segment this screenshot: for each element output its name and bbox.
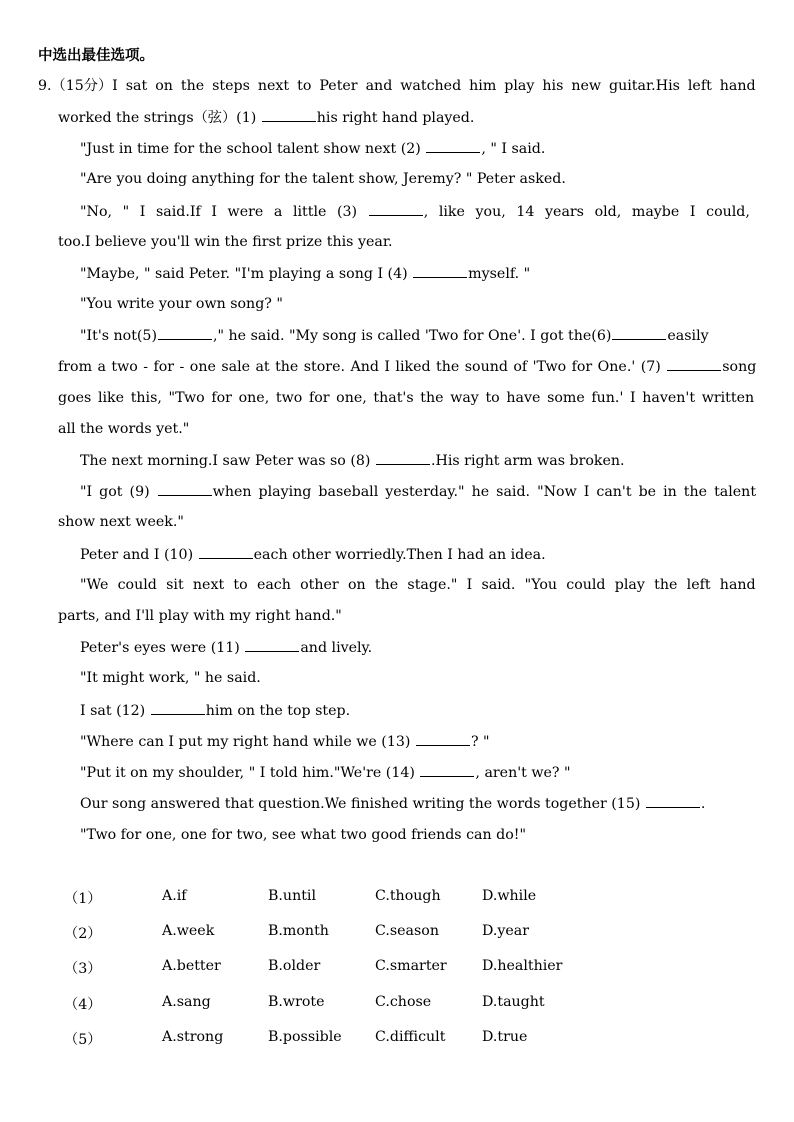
passage-text: "We could sit next to each other on the stage." I said. "You could play the left hand	[80, 577, 756, 593]
option-a: A.week	[162, 923, 215, 939]
passage-text: "I got (9)	[80, 484, 157, 500]
answer-blank	[158, 325, 212, 340]
passage-text: each other worriedly.Then I had an idea.	[253, 547, 546, 563]
option-b: B.older	[268, 958, 321, 974]
option-row	[0, 888, 794, 908]
option-c: C.smarter	[375, 958, 447, 974]
passage-line	[58, 512, 184, 532]
passage-text: goes like this, "Two for one, two for one, that's the way to have some fun.' I haven't written	[58, 390, 755, 406]
passage-line	[80, 762, 571, 783]
option-a: A.better	[162, 958, 221, 974]
answer-blank	[151, 700, 205, 715]
passage-text: I sat (12)	[80, 703, 150, 719]
option-c: C.season	[375, 923, 439, 939]
passage-text: easily	[667, 328, 709, 344]
option-row	[0, 958, 794, 978]
passage-line	[80, 294, 283, 314]
answer-blank	[426, 138, 480, 153]
passage-text: and lively.	[300, 640, 373, 656]
passage-line	[80, 169, 566, 189]
answer-blank	[416, 731, 470, 746]
passage-text: song	[722, 359, 757, 375]
passage-line	[80, 138, 545, 159]
option-c: C.though	[375, 888, 441, 904]
option-c: C.chose	[375, 994, 432, 1010]
passage-line	[80, 263, 530, 284]
passage-text: ," he said. "My song is called 'Two for One'. I got the(6)	[213, 328, 612, 344]
question-number: （1）	[64, 891, 102, 907]
passage-line	[80, 575, 756, 595]
option-a: A.strong	[162, 1029, 224, 1045]
passage-text: too.I believe you'll win the first prize this year.	[58, 234, 393, 250]
passage-text: .His right arm was broken.	[430, 453, 625, 469]
passage-line	[80, 668, 261, 688]
passage-text: "Put it on my shoulder, " I told him."We're (14)	[80, 765, 420, 781]
passage-text: parts, and I'll play with my right hand."	[58, 608, 342, 624]
passage-text: myself. "	[468, 266, 531, 282]
passage-text: Peter and I (10)	[80, 547, 198, 563]
option-row	[0, 923, 794, 943]
question-number: （5）	[64, 1032, 102, 1048]
passage-text: from a two - for - one sale at the store. And I liked the sound of 'Two for One.' (7)	[58, 359, 667, 375]
passage-line	[80, 201, 750, 222]
passage-text: "Are you doing anything for the talent show, Jeremy? " Peter asked.	[80, 171, 566, 187]
option-b: B.possible	[268, 1029, 342, 1045]
option-d: D.true	[482, 1029, 528, 1045]
answer-blank	[262, 107, 316, 122]
option-b: B.wrote	[268, 994, 325, 1010]
passage-text: show next week."	[58, 514, 184, 530]
passage-text: all the words yet."	[58, 421, 190, 437]
passage-text: "Maybe, " said Peter. "I'm playing a song I (4)	[80, 266, 413, 282]
answer-blank	[413, 263, 467, 278]
answer-blank	[245, 637, 299, 652]
option-d: D.healthier	[482, 958, 563, 974]
question-number: （2）	[64, 926, 102, 942]
passage-text: , aren't we? "	[475, 765, 571, 781]
passage-line	[80, 450, 625, 471]
passage-line	[58, 606, 342, 626]
passage-line	[58, 232, 393, 252]
passage-line	[58, 356, 756, 377]
passage-line	[58, 388, 754, 408]
passage-text: Our song answered that question.We finished writing the words together (15)	[80, 796, 645, 812]
passage-line	[38, 76, 756, 96]
passage-text: "Just in time for the school talent show next (2)	[80, 141, 426, 157]
passage-text: , like you, 14 years old, maybe I could,	[423, 204, 750, 220]
passage-line	[58, 419, 189, 439]
passage-text: "You write your own song? "	[80, 296, 283, 312]
option-row	[0, 994, 794, 1014]
passage-line	[80, 544, 546, 565]
passage-text: his right hand played.	[316, 110, 475, 126]
option-d: D.year	[482, 923, 530, 939]
passage-text: "It might work, " he said.	[80, 670, 261, 686]
option-a: A.sang	[162, 994, 211, 1010]
answer-blank	[199, 544, 253, 559]
passage-line	[80, 731, 490, 752]
question-number: （4）	[64, 997, 102, 1013]
passage-text: .	[700, 796, 706, 812]
passage-text: when playing baseball yesterday." he said. "Now I can't be in the talent	[212, 484, 757, 500]
passage-text: ? "	[470, 734, 490, 750]
passage-text: Peter's eyes were (11)	[80, 640, 245, 656]
section-header: 中选出最佳选项。	[38, 48, 154, 64]
answer-blank	[158, 481, 212, 496]
passage-text: "Two for one, one for two, see what two good friends can do!"	[80, 827, 526, 843]
option-row	[0, 1029, 794, 1049]
passage-line	[80, 825, 526, 845]
answer-blank	[420, 762, 474, 777]
passage-line	[58, 107, 474, 128]
passage-text: "It's not(5)	[80, 328, 157, 344]
passage-text: The next morning.I saw Peter was so (8)	[80, 453, 375, 469]
passage-text: , " I said.	[481, 141, 546, 157]
passage-line	[80, 793, 705, 814]
passage-line	[80, 481, 756, 502]
option-b: B.month	[268, 923, 329, 939]
passage-text: him on the top step.	[205, 703, 351, 719]
question-number: （3）	[64, 961, 102, 977]
option-a: A.if	[162, 888, 187, 904]
passage-text: "No, " I said.If I were a little (3)	[80, 204, 368, 220]
passage-text: worked the strings（弦）(1)	[58, 110, 261, 126]
option-b: B.until	[268, 888, 316, 904]
passage-text: "Where can I put my right hand while we (13)	[80, 734, 415, 750]
answer-blank	[612, 325, 666, 340]
answer-blank	[646, 793, 700, 808]
answer-blank	[667, 356, 721, 371]
answer-blank	[376, 450, 430, 465]
passage-line	[80, 637, 372, 658]
option-d: D.taught	[482, 994, 545, 1010]
answer-blank	[369, 201, 423, 216]
passage-line	[80, 700, 350, 721]
option-c: C.difficult	[375, 1029, 446, 1045]
passage-line	[80, 325, 709, 346]
passage-text: 9.（15分）I sat on the steps next to Peter and watched him play his new guitar.His left hand	[38, 78, 756, 94]
option-d: D.while	[482, 888, 537, 904]
